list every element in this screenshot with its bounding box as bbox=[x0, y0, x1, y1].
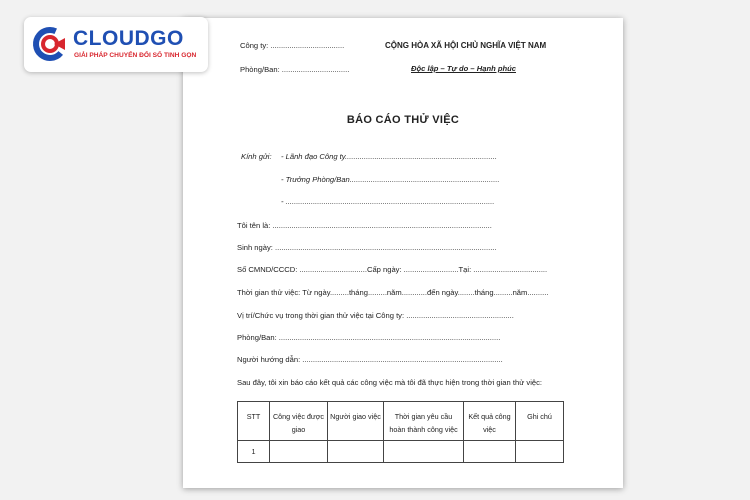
table-header: Kết quả công việc bbox=[464, 402, 516, 441]
recipient-line-1: - Lãnh đạo Công ty........................................................................ bbox=[281, 152, 497, 161]
table-cell bbox=[516, 441, 564, 463]
field-position: Vị trí/Chức vụ trong thời gian thử việc tại Công ty: ................................................... bbox=[237, 311, 514, 320]
recipient-label: Kính gửi: bbox=[241, 152, 272, 161]
table-cell bbox=[384, 441, 464, 463]
table-header: Công việc được giao bbox=[270, 402, 328, 441]
field-mentor: Người hướng dẫn: ............................................................................................... bbox=[237, 355, 503, 364]
motto: Độc lập – Tự do – Hạnh phúc bbox=[411, 64, 516, 73]
recipient-line-3: - ................................................................................................... bbox=[281, 197, 495, 206]
table-header: Ghi chú bbox=[516, 402, 564, 441]
field-department: Phòng/Ban: ......................................................................................................... bbox=[237, 333, 501, 342]
table-row bbox=[238, 441, 564, 463]
table-cell: 1 bbox=[238, 441, 270, 463]
company-line: Công ty: ................................... bbox=[240, 41, 345, 50]
department-line: Phòng/Ban: ................................ bbox=[240, 65, 350, 74]
field-id: Số CMND/CCCD: ................................Cấp ngày: ..........................Tại: ................................... bbox=[237, 265, 548, 274]
document-page bbox=[183, 18, 623, 488]
national-title: CỘNG HÒA XÃ HỘI CHỦ NGHĨA VIỆT NAM bbox=[385, 41, 547, 50]
field-name: Tôi tên là: ........................................................................................................ bbox=[237, 221, 492, 230]
brand-tagline: GIẢI PHÁP CHUYỂN ĐỔI SỐ TINH GỌN bbox=[74, 52, 197, 59]
work-table bbox=[237, 401, 564, 463]
table-header-row bbox=[238, 402, 564, 441]
report-intro: Sau đây, tôi xin báo cáo kết quả các công việc mà tôi đã thực hiện trong thời gian thử việc: bbox=[237, 378, 543, 387]
cloudgo-logo bbox=[24, 17, 208, 72]
table-header: Người giao việc bbox=[328, 402, 384, 441]
document-title: BÁO CÁO THỬ VIỆC bbox=[346, 114, 460, 126]
field-dob: Sinh ngày: ......................................................................................................... bbox=[237, 243, 497, 252]
cloudgo-logo-icon bbox=[32, 26, 68, 62]
brand-name: CLOUDGO bbox=[73, 27, 184, 50]
field-period: Thời gian thử việc: Từ ngày.........tháng.........năm............đến ngày........tháng.........năm.......... bbox=[237, 288, 549, 297]
table-cell bbox=[270, 441, 328, 463]
recipient-line-2: - Trưởng Phòng/Ban....................................................................... bbox=[281, 175, 500, 184]
table-header: STT bbox=[238, 402, 270, 441]
table-cell bbox=[464, 441, 516, 463]
table-cell bbox=[328, 441, 384, 463]
table-header: Thời gian yêu cầu hoàn thành công việc bbox=[384, 402, 464, 441]
